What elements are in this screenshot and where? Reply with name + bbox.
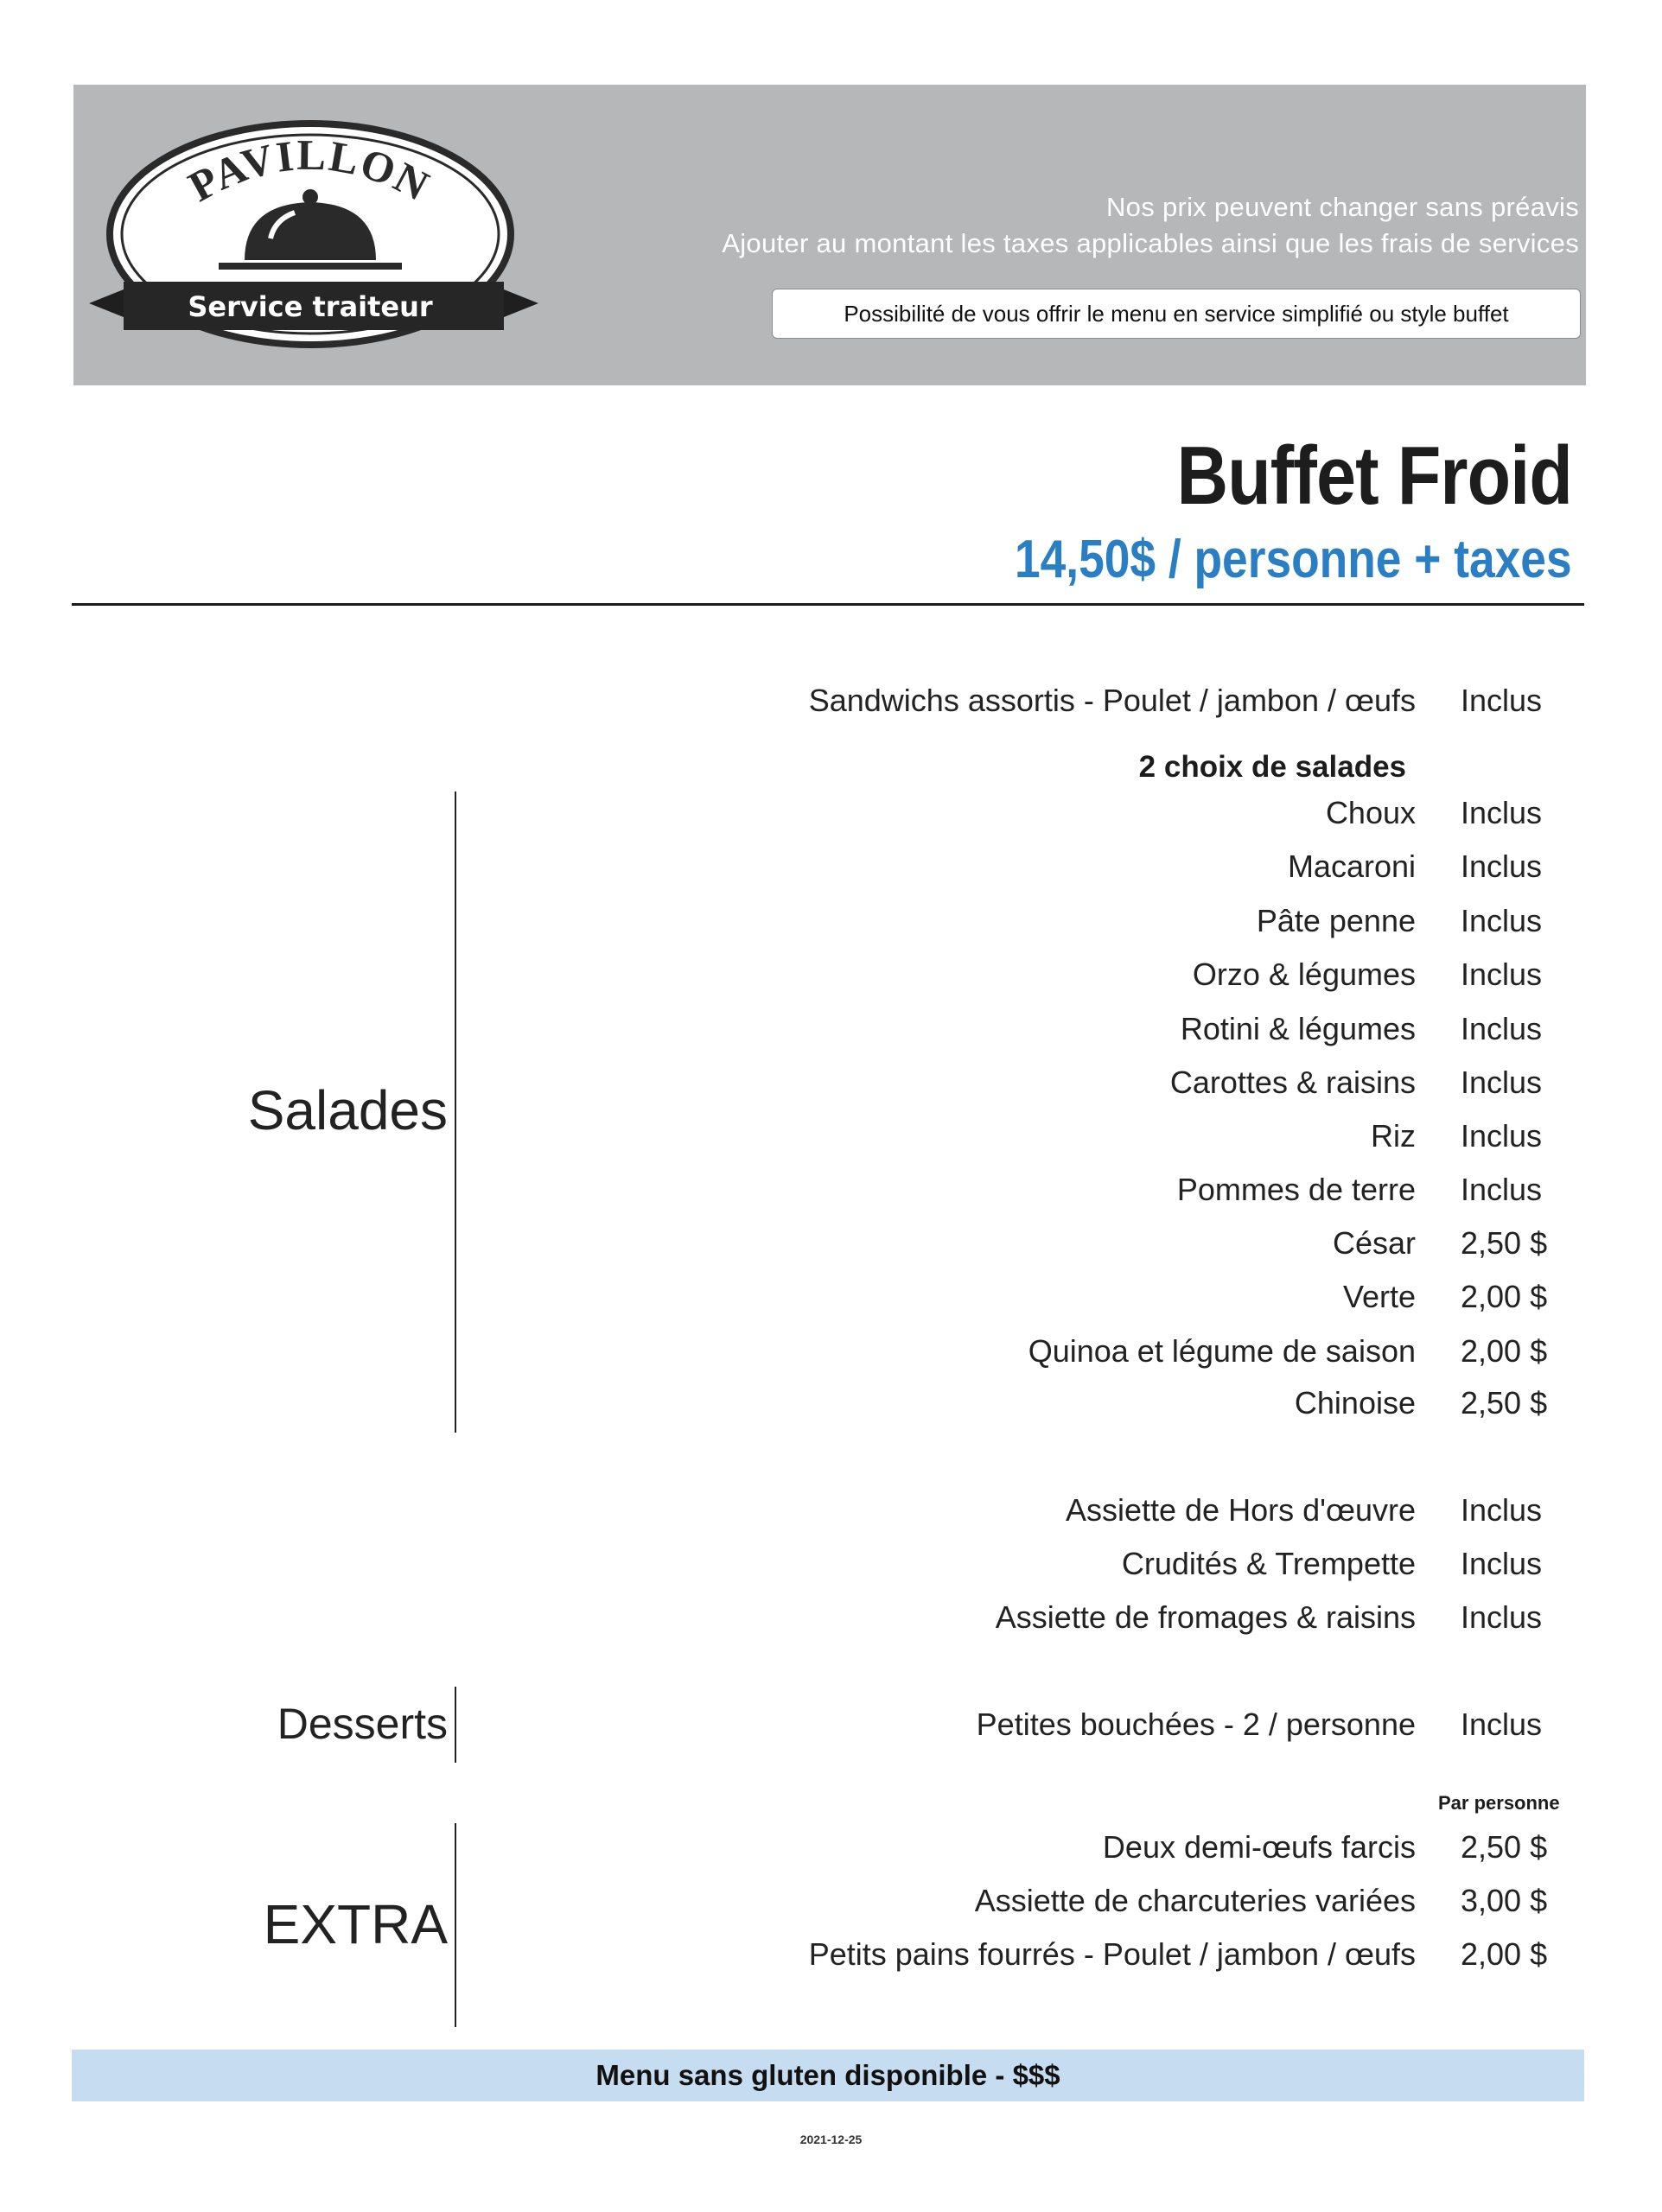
menu-row — [605, 849, 1590, 892]
menu-row — [605, 957, 1590, 1000]
menu-item-name: Verte — [1342, 1279, 1416, 1314]
price-change-notice: Nos prix peuvent changer sans préavis — [1106, 192, 1579, 222]
menu-row — [605, 1707, 1590, 1750]
menu-row — [605, 1333, 1590, 1376]
menu-item-name: Sandwichs assortis - Poulet / jambon / œufs — [808, 683, 1416, 718]
menu-item-name: Chinoise — [1294, 1385, 1416, 1421]
menu-item-price: 2,50 $ — [1461, 1225, 1548, 1261]
menu-item-name: Macaroni — [1287, 849, 1416, 884]
menu-item-name: Rotini & légumes — [1180, 1011, 1416, 1046]
menu-item-price: Inclus — [1461, 1707, 1543, 1742]
menu-item-price: 2,00 $ — [1461, 1279, 1548, 1314]
menu-item-name: Riz — [1371, 1118, 1416, 1154]
menu-row — [605, 1225, 1590, 1268]
menu-row — [605, 795, 1590, 838]
logo-banner-text: Service traiteur — [188, 290, 433, 323]
salades-divider — [455, 791, 456, 1433]
section-label-desserts: Desserts — [277, 1700, 448, 1748]
menu-item-name: Pâte penne — [1256, 903, 1416, 938]
menu-item-price: 3,00 $ — [1461, 1883, 1548, 1918]
menu-item-price: Inclus — [1461, 1492, 1543, 1528]
menu-item-price: Inclus — [1461, 1011, 1543, 1046]
menu-item-price: Inclus — [1461, 1546, 1543, 1581]
menu-row — [605, 1065, 1590, 1108]
menu-row — [605, 903, 1590, 946]
menu-item-name: Pommes de terre — [1176, 1172, 1416, 1207]
menu-row — [605, 1883, 1590, 1926]
salads-subheading: 2 choix de salades — [1138, 750, 1406, 784]
price-per-person: 14,50$ / personne + taxes — [1015, 530, 1572, 589]
menu-item-price: Inclus — [1461, 903, 1543, 938]
pavillon-logo — [89, 109, 538, 368]
menu-item-name: Petites bouchées - 2 / personne — [976, 1707, 1416, 1742]
menu-item-name: Petits pains fourrés - Poulet / jambon / œufs — [808, 1936, 1416, 1972]
menu-row — [605, 1829, 1590, 1872]
service-style-box: Possibilité de vous offrir le menu en service simplifié ou style buffet — [772, 289, 1581, 339]
menu-item-price: 2,50 $ — [1461, 1385, 1548, 1421]
menu-item-name: Orzo & légumes — [1192, 957, 1416, 992]
menu-item-name: Deux demi-œufs farcis — [1102, 1829, 1416, 1865]
header-band — [73, 85, 1586, 385]
title-divider — [72, 603, 1584, 606]
menu-item-price: 2,00 $ — [1461, 1936, 1548, 1972]
menu-row — [605, 1172, 1590, 1215]
menu-row — [605, 1118, 1590, 1161]
section-label-salades: Salades — [247, 1079, 448, 1141]
menu-item-name: Quinoa et légume de saison — [1028, 1333, 1416, 1369]
menu-row-sandwichs — [605, 683, 1590, 726]
menu-item-price: Inclus — [1461, 849, 1543, 884]
menu-row — [605, 1279, 1590, 1322]
menu-row — [605, 1936, 1590, 1980]
menu-item-price: 2,00 $ — [1461, 1333, 1548, 1369]
gluten-free-banner: Menu sans gluten disponible - $$$ — [72, 2050, 1584, 2101]
menu-item-price: Inclus — [1461, 957, 1543, 992]
menu-item-price: 2,50 $ — [1461, 1829, 1548, 1865]
menu-item-price: Inclus — [1461, 795, 1543, 830]
menu-item-price: Inclus — [1461, 1599, 1543, 1635]
menu-row — [605, 1546, 1590, 1589]
logo-top-text: PAVILLON — [180, 130, 438, 212]
menu-row — [605, 1385, 1590, 1428]
menu-item-price: Inclus — [1461, 1172, 1543, 1207]
menu-item-name: Choux — [1325, 795, 1416, 830]
extra-price-header: Par personne — [1438, 1792, 1560, 1814]
menu-item-name: Crudités & Trempette — [1121, 1546, 1416, 1581]
extra-divider — [455, 1823, 456, 2027]
page-title: Buffet Froid — [1176, 429, 1572, 522]
menu-item-price: Inclus — [1461, 683, 1543, 718]
menu-item-name: Assiette de charcuteries variées — [974, 1883, 1416, 1918]
menu-row — [605, 1492, 1590, 1535]
document-date: 2021-12-25 — [799, 2133, 863, 2146]
menu-item-name: Assiette de Hors d'œuvre — [1065, 1492, 1416, 1528]
menu-item-name: César — [1332, 1225, 1416, 1261]
menu-item-price: Inclus — [1461, 1065, 1543, 1100]
menu-item-price: Inclus — [1461, 1118, 1543, 1154]
menu-item-name: Carottes & raisins — [1169, 1065, 1416, 1100]
section-label-extra: EXTRA — [263, 1893, 448, 1955]
menu-row — [605, 1011, 1590, 1054]
menu-row — [605, 1599, 1590, 1643]
menu-item-name: Assiette de fromages & raisins — [995, 1599, 1416, 1635]
taxes-notice: Ajouter au montant les taxes applicables ainsi que les frais de services — [722, 228, 1579, 258]
desserts-divider — [455, 1687, 456, 1763]
